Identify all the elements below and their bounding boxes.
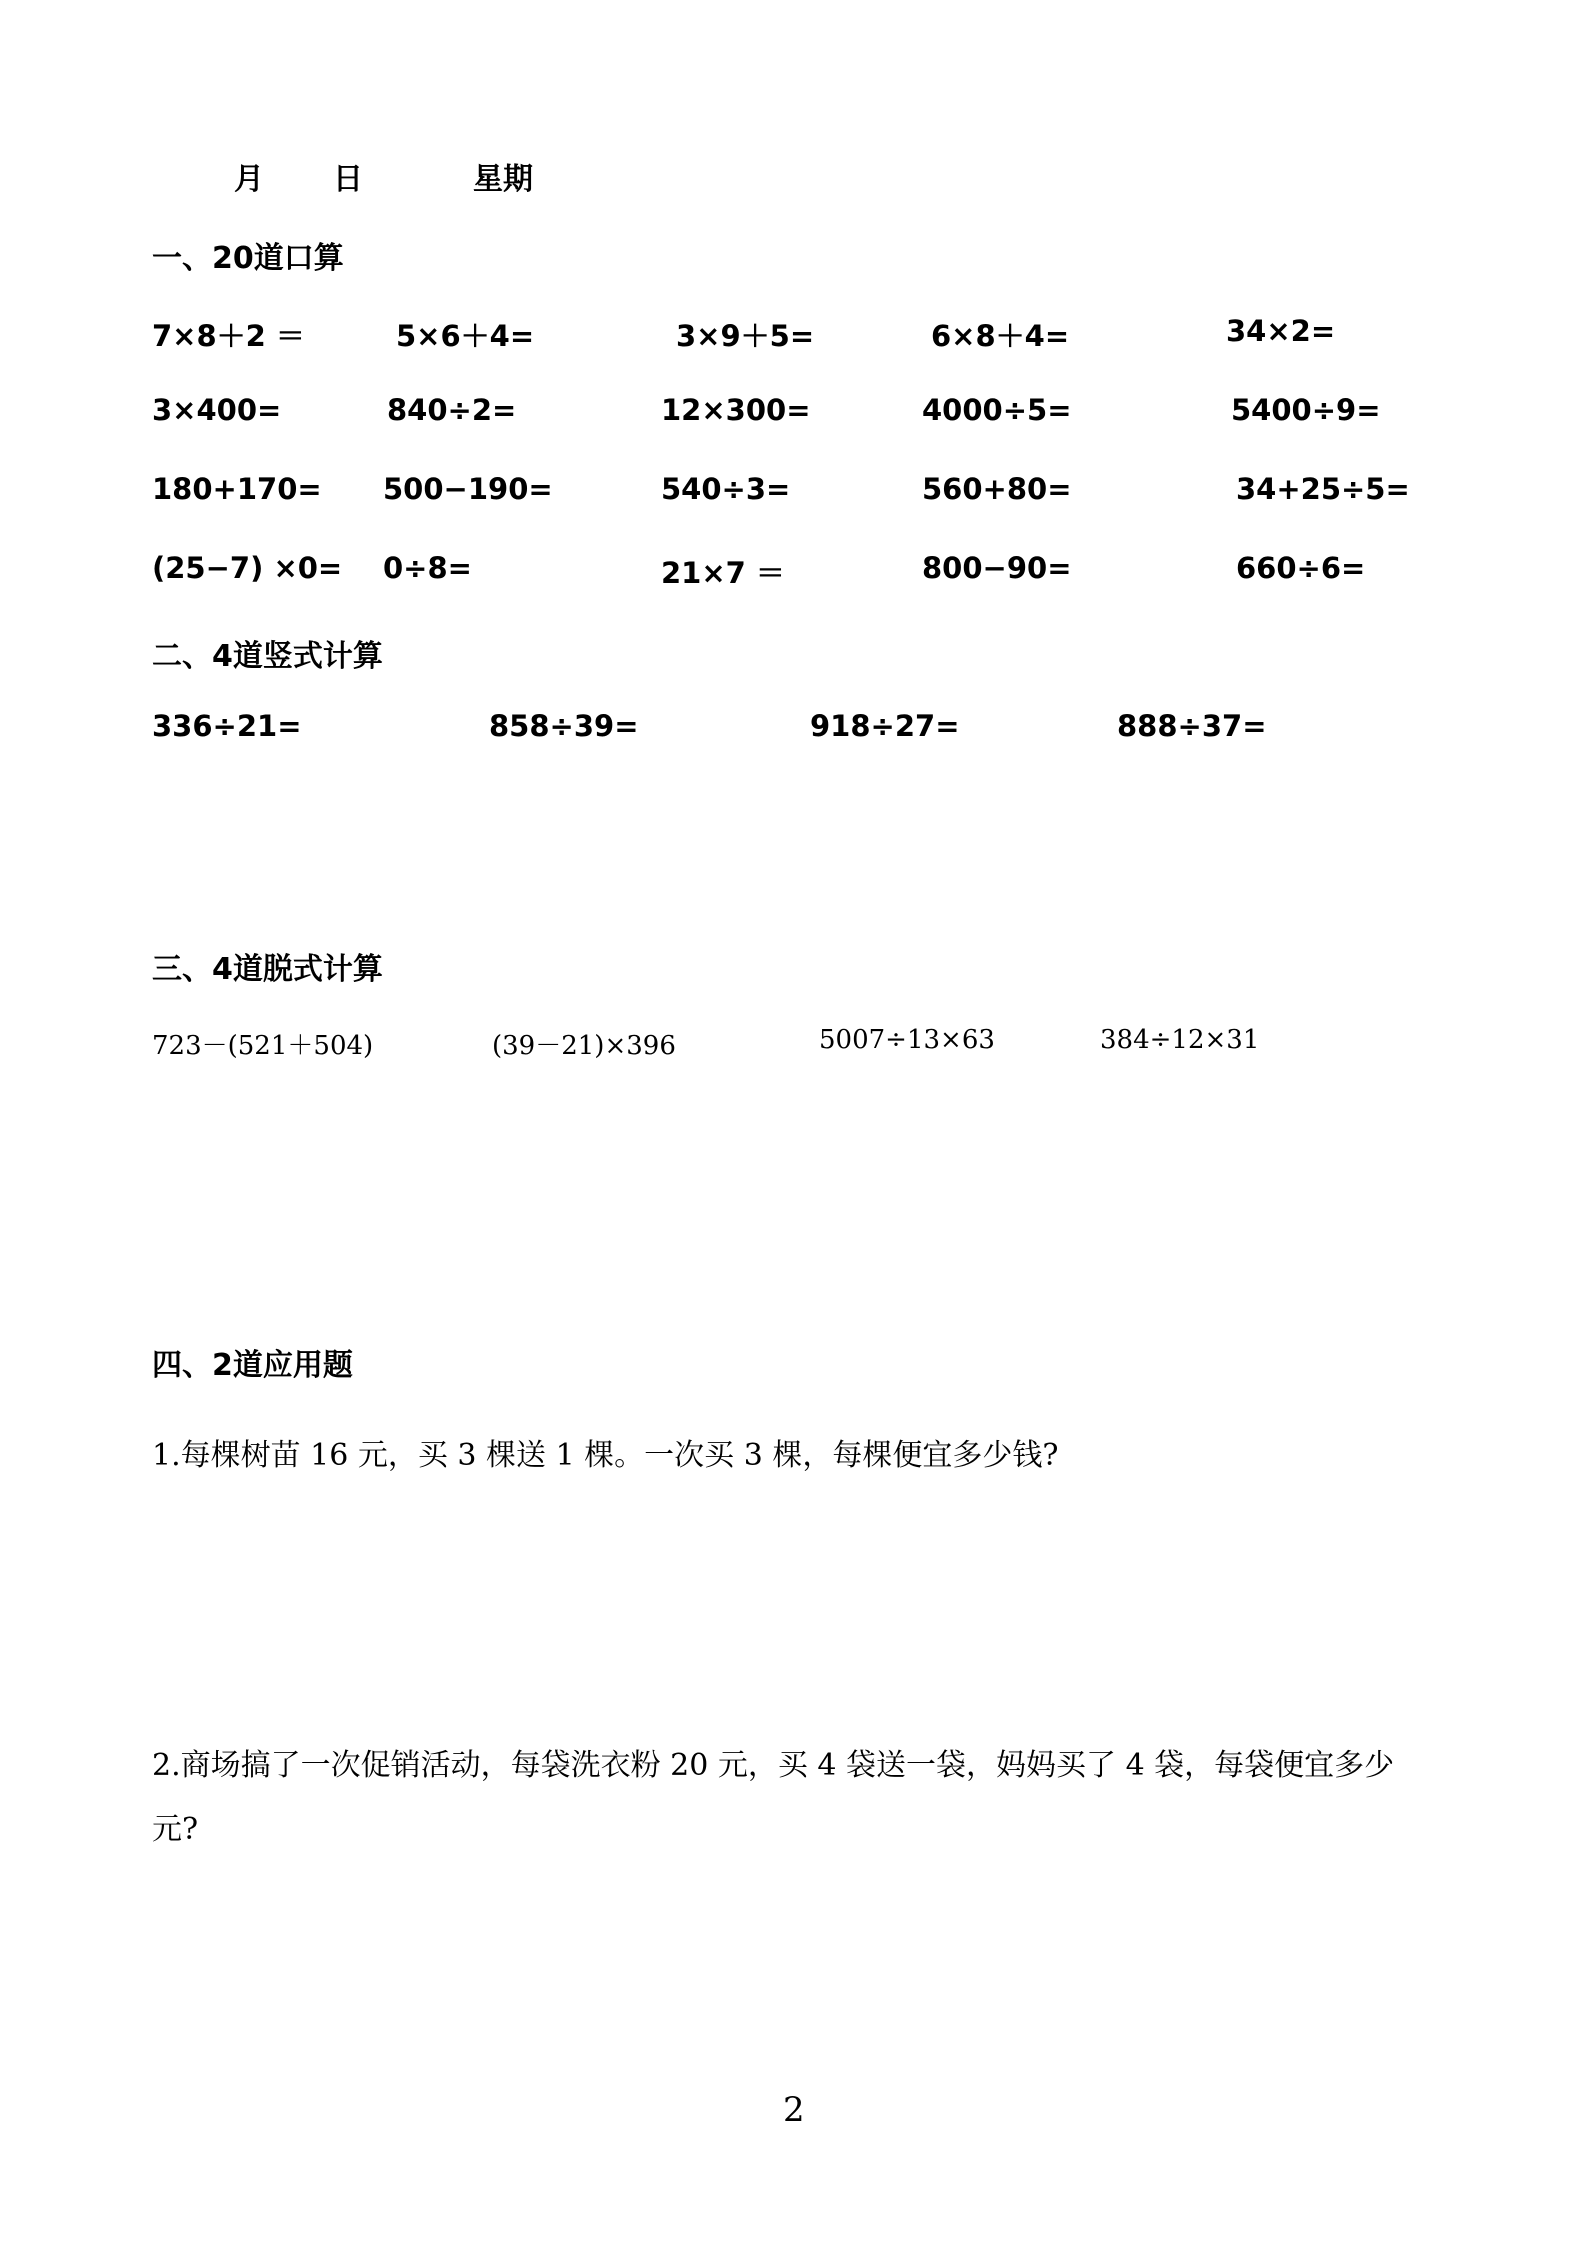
vertical-calc-item: 888÷37= (1117, 709, 1267, 743)
date-day-label: 日 (333, 162, 363, 197)
oral-item: 500−190= (383, 472, 553, 506)
oral-item: 5400÷9= (1231, 393, 1381, 427)
vertical-calc-item: 336÷21= (152, 709, 302, 743)
word-problem-2-line-1: 2.商场搞了一次促销活动，每袋洗衣粉 20 元，买 4 袋送一袋，妈妈买了 4 袋，每袋便宜多少 (152, 1748, 1395, 1783)
mixed-calc-item: 384÷12×31 (1100, 1025, 1260, 1055)
oral-item: 34+25÷5= (1236, 472, 1410, 506)
oral-item: 180+170= (152, 472, 322, 506)
oral-item: 3×400= (152, 393, 282, 427)
oral-item: 3×9＋5= (676, 319, 815, 353)
oral-item: 12×300= (661, 393, 811, 427)
mixed-calc-item: (39－21)×396 (492, 1031, 676, 1061)
mixed-calc-item: 5007÷13×63 (819, 1025, 995, 1055)
mixed-calc-item: 723－(521＋504) (152, 1031, 374, 1061)
vertical-calc-item: 918÷27= (810, 709, 960, 743)
date-month-label: 月 (234, 162, 264, 197)
oral-item: 5×6＋4= (396, 319, 535, 353)
oral-item: 21×7 ＝ (661, 556, 785, 590)
word-problem-2-line-2: 元? (152, 1812, 199, 1847)
oral-item: 660÷6= (1236, 551, 1366, 585)
section-4-title: 四、2道应用题 (152, 1348, 353, 1383)
section-1-title: 一、20道口算 (152, 241, 344, 276)
oral-item: 34×2= (1226, 314, 1336, 348)
page-number: 2 (783, 2090, 805, 2130)
date-weekday-label: 星期 (473, 162, 533, 197)
oral-item: 6×8＋4= (931, 319, 1070, 353)
oral-item: 840÷2= (387, 393, 517, 427)
oral-item: 540÷3= (661, 472, 791, 506)
oral-item: 800−90= (922, 551, 1072, 585)
section-3-title: 三、4道脱式计算 (152, 952, 383, 987)
oral-item: 0÷8= (383, 551, 472, 585)
oral-item: (25−7) ×0= (152, 551, 343, 585)
vertical-calc-item: 858÷39= (489, 709, 639, 743)
word-problem-1: 1.每棵树苗 16 元，买 3 棵送 1 棵。一次买 3 棵，每棵便宜多少钱? (152, 1438, 1059, 1473)
section-2-title: 二、4道竖式计算 (152, 639, 383, 674)
oral-item: 560+80= (922, 472, 1072, 506)
oral-item: 4000÷5= (922, 393, 1072, 427)
oral-item: 7×8＋2 ＝ (152, 319, 305, 353)
